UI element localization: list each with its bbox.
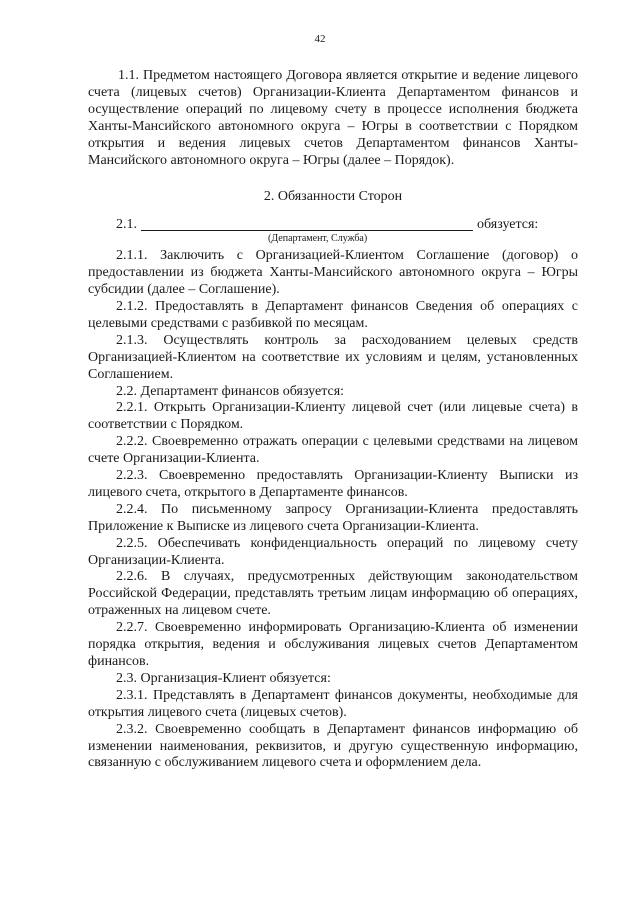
item-2-2-3: 2.2.3. Своевременно предоставлять Организации-Клиенту Выписки из лицевого счета, открытого в Департаменте финансов.: [88, 468, 578, 500]
item-2-3-1: 2.3.1. Представлять в Департамент финансов документы, необходимые для открытия лицевого счета (лицевых счетов).: [88, 687, 578, 720]
blank-caption: (Департамент, Служба): [268, 233, 368, 245]
item-2-2-1: 2.2.1. Открыть Организации-Клиенту лицевой счет (или лицевые счета) в соответствии с Порядком.: [88, 400, 578, 433]
section-2-heading: 2. Обязанности Сторон: [263, 189, 403, 205]
item-2-1-2: 2.1.2. Предоставлять в Департамент финансов Сведения об операциях с целевыми средствами с разбивкой по месяцам.: [88, 298, 578, 331]
item-2-1-number: 2.1.: [116, 217, 137, 233]
item-2-2-4: 2.2.4. По письменному запросу Организации-Клиента предоставлять Приложение к Выписке из лицевого счета Организации-Клиента.: [88, 501, 578, 534]
item-2-1-line: [116, 217, 578, 234]
item-2-1-3: 2.1.3. Осуществлять контроль за расходованием целевых средств Организацией-Клиентом на соответствие их условиям и целям, установленных Соглашением.: [88, 332, 578, 382]
page-number: 42: [314, 33, 326, 45]
item-2-1-suffix: обязуется:: [477, 217, 539, 233]
item-2-2-7: 2.2.7. Своевременно информировать Организацию-Клиента об изменении порядка открытия, ведения и обслуживания лицевых счетов Департаментом финансов.: [88, 620, 578, 669]
item-2-2-2: 2.2.2. Своевременно отражать операции с целевыми средствами на лицевом счете Организации-Клиента.: [88, 434, 578, 467]
item-2-2: 2.2. Департамент финансов обязуется:: [116, 383, 345, 399]
item-2-3: 2.3. Организация-Клиент обязуется:: [116, 670, 331, 686]
document-body: [88, 68, 578, 772]
item-2-3-2: 2.3.2. Своевременно сообщать в Департамент финансов информацию об изменении наименования, реквизитов, и другую существенную информацию, связанную с обслуживанием лицевого счета и оформлением дела.: [88, 721, 578, 771]
item-2-2-5: 2.2.5. Обеспечивать конфиденциальность операций по лицевому счету Организации-Клиента.: [88, 535, 578, 568]
fill-in-blank: [141, 218, 473, 231]
paragraph-1-1: 1.1. Предметом настоящего Договора является открытие и ведение лицевого счета (лицевых счетов) Организации-Клиента Департаментом финансов и осуществление операций по лицевому счету в процессе исполнения бюджета Ханты-Мансийского автономного округа – Югры в соответствии с Порядком открытия и ведения лицевых счетов Департаментом финансов Ханты-Мансийского автономного округа – Югры (далее – Порядок).: [88, 68, 578, 168]
item-2-1-1: 2.1.1. Заключить с Организацией-Клиентом Соглашение (договор) о предоставлении из бюджета Ханты-Мансийского автономного округа – Югры субсидии (далее – Соглашение).: [88, 248, 578, 298]
item-2-2-6: 2.2.6. В случаях, предусмотренных действующим законодательством Российской Федерации, представлять третьим лицам информацию об операциях, отраженных на лицевом счете.: [88, 569, 578, 619]
